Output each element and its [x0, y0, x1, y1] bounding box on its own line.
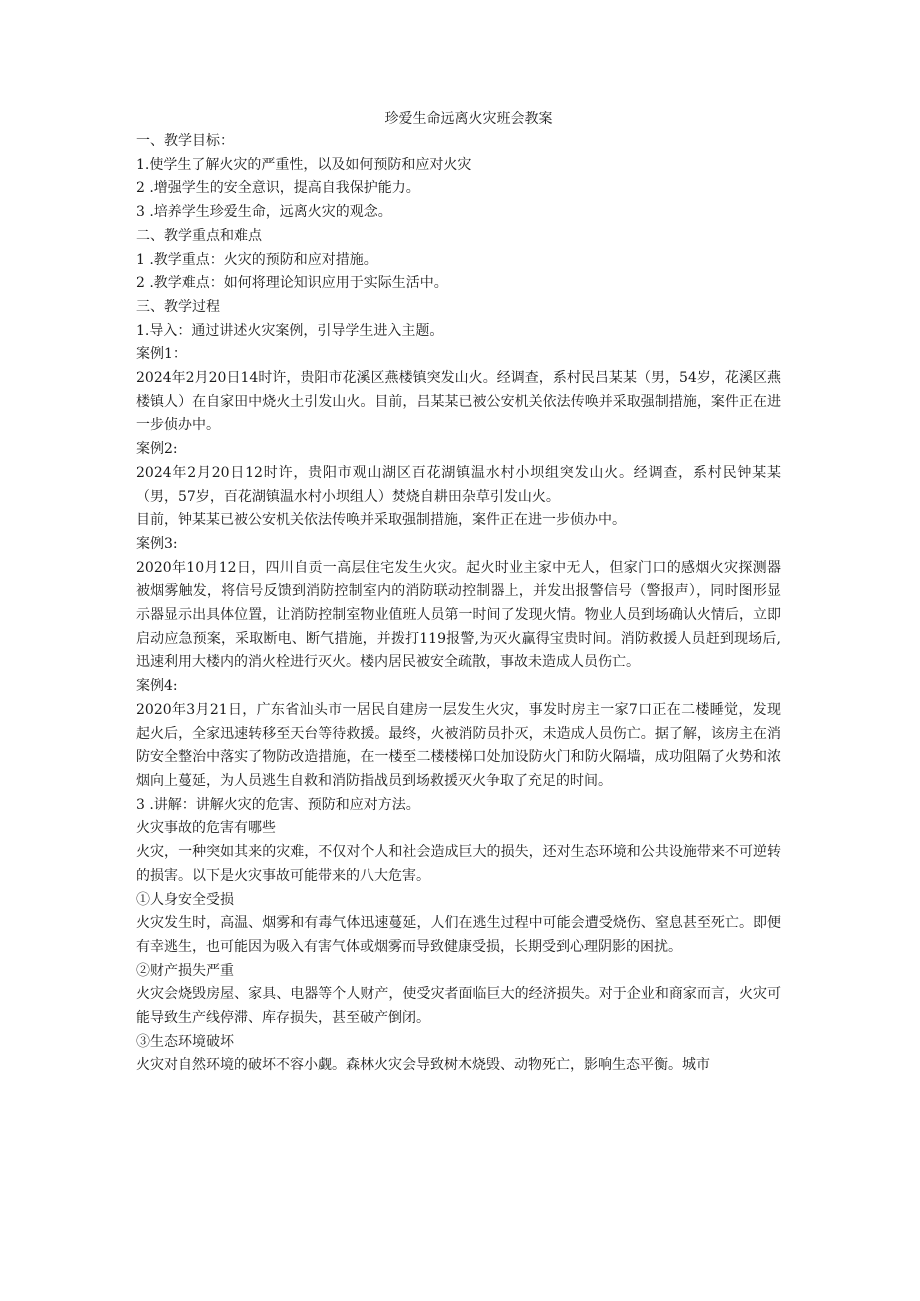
body-line: 2 .教学难点：如何将理论知识应用于实际生活中。	[136, 275, 448, 292]
body-line: 1.使学生了解火灾的严重性，以及如何预防和应对火灾	[136, 156, 472, 173]
body-line: 2 .增强学生的安全意识，提高自我保护能力。	[136, 180, 420, 197]
body-line: 案例3:	[136, 535, 178, 552]
document-content	[136, 108, 781, 1078]
body-line: 案例2:	[136, 441, 178, 458]
body-paragraph: 2024年2月20日12时许，贵阳市观山湖区百花湖镇温水村小坝组突发山火。经调查，系村民钟某某（男，57岁，百花湖镇温水村小坝组人）焚烧自耕田杂草引发山火。	[136, 464, 781, 505]
body-line: 火灾对自然环境的破坏不容小觑。森林火灾会导致树木烧毁、动物死亡，影响生态平衡。城市	[136, 1057, 710, 1074]
body-line: 3 .培养学生珍爱生命，远离火灾的观念。	[136, 204, 392, 221]
body-paragraph: 2020年3月21日，广东省汕头市一居民自建房一层发生火灾，事发时房主一家7口正在二楼睡觉，发现起火后，全家迅速转移至天台等待救援。最终，火被消防员扑灭，未造成人员伤亡。据了解，该房主在消防安全整治中落实了物防改造措施，在一楼至二楼楼梯口处加设防火门和防火隔墙，成功阻隔了火势和浓烟向上蔓延，为人员逃生自救和消防指战员到场救援灭火争取了充足的时间。	[136, 701, 781, 789]
body-line: 3 .讲解：讲解火灾的危害、预防和应对方法。	[136, 796, 420, 813]
body-line: 1 .教学重点：火灾的预防和应对措施。	[136, 251, 378, 268]
body-line: 1.导入：通过讲述火灾案例，引导学生进入主题。	[136, 322, 444, 339]
body-line: ③生态环境破坏	[136, 1033, 234, 1050]
body-line: 火灾事故的危害有哪些	[136, 820, 276, 837]
body-paragraph: 火灾会烧毁房屋、家具、电器等个人财产，使受灾者面临巨大的经济损失。对于企业和商家而言，火灾可能导致生产线停滞、库存损失，甚至破产倒闭。	[136, 986, 781, 1027]
body-paragraph: 火灾发生时，高温、烟雾和有毒气体迅速蔓延，人们在逃生过程中可能会遭受烧伤、窒息甚至死亡。即便有幸逃生，也可能因为吸入有害气体或烟雾而导致健康受损，长期受到心理阴影的困扰。	[136, 915, 781, 955]
body-paragraph: 2020年10月12日，四川自贡一高层住宅发生火灾。起火时业主家中无人，但家门口的感烟火灾探测器被烟雾触发，将信号反馈到消防控制室内的消防联动控制器上，并发出报警信号（警报声），同时图形显示器显示出具体位置，让消防控制室物业值班人员第一时间了发现火情。物业人员到场确认火情后，立即启动应急预案，采取断电、断气措施，并拨打119报警,为灭火赢得宝贵时间。消防救援人员赶到现场后,迅速利用大楼内的消火栓进行灭火。楼内居民被安全疏散，事故未造成人员伤亡。	[136, 559, 781, 671]
body-paragraph: 火灾，一种突如其来的灾难，不仅对个人和社会造成巨大的损失，还对生态环境和公共设施带来不可逆转的损害。以下是火灾事故可能带来的八大危害。	[136, 844, 781, 884]
body-line: 一、教学目标：	[136, 133, 234, 149]
body-line: ①人身安全受损	[136, 891, 234, 908]
body-line: 目前，钟某某已被公安机关依法传唤并采取强制措施，案件正在进一步侦办中。	[136, 512, 626, 529]
body-line: 案例4:	[136, 678, 178, 695]
body-line: 二、教学重点和难点	[136, 227, 262, 244]
body-line: 三、教学过程	[136, 298, 220, 315]
body-paragraph: 2024年2月20日14时许，贵阳市花溪区燕楼镇突发山火。经调查，系村民吕某某（男，54岁，花溪区燕楼镇人）在自家田中烧火土引发山火。目前，吕某某已被公安机关依法传唤并采取强制措施，案件正在进一步侦办中。	[136, 370, 781, 434]
document-body	[136, 130, 781, 1078]
body-line: 案例1：	[136, 346, 187, 363]
document-title: 珍爱生命远离火灾班会教案	[384, 111, 553, 127]
body-line: ②财产损失严重	[136, 962, 234, 979]
